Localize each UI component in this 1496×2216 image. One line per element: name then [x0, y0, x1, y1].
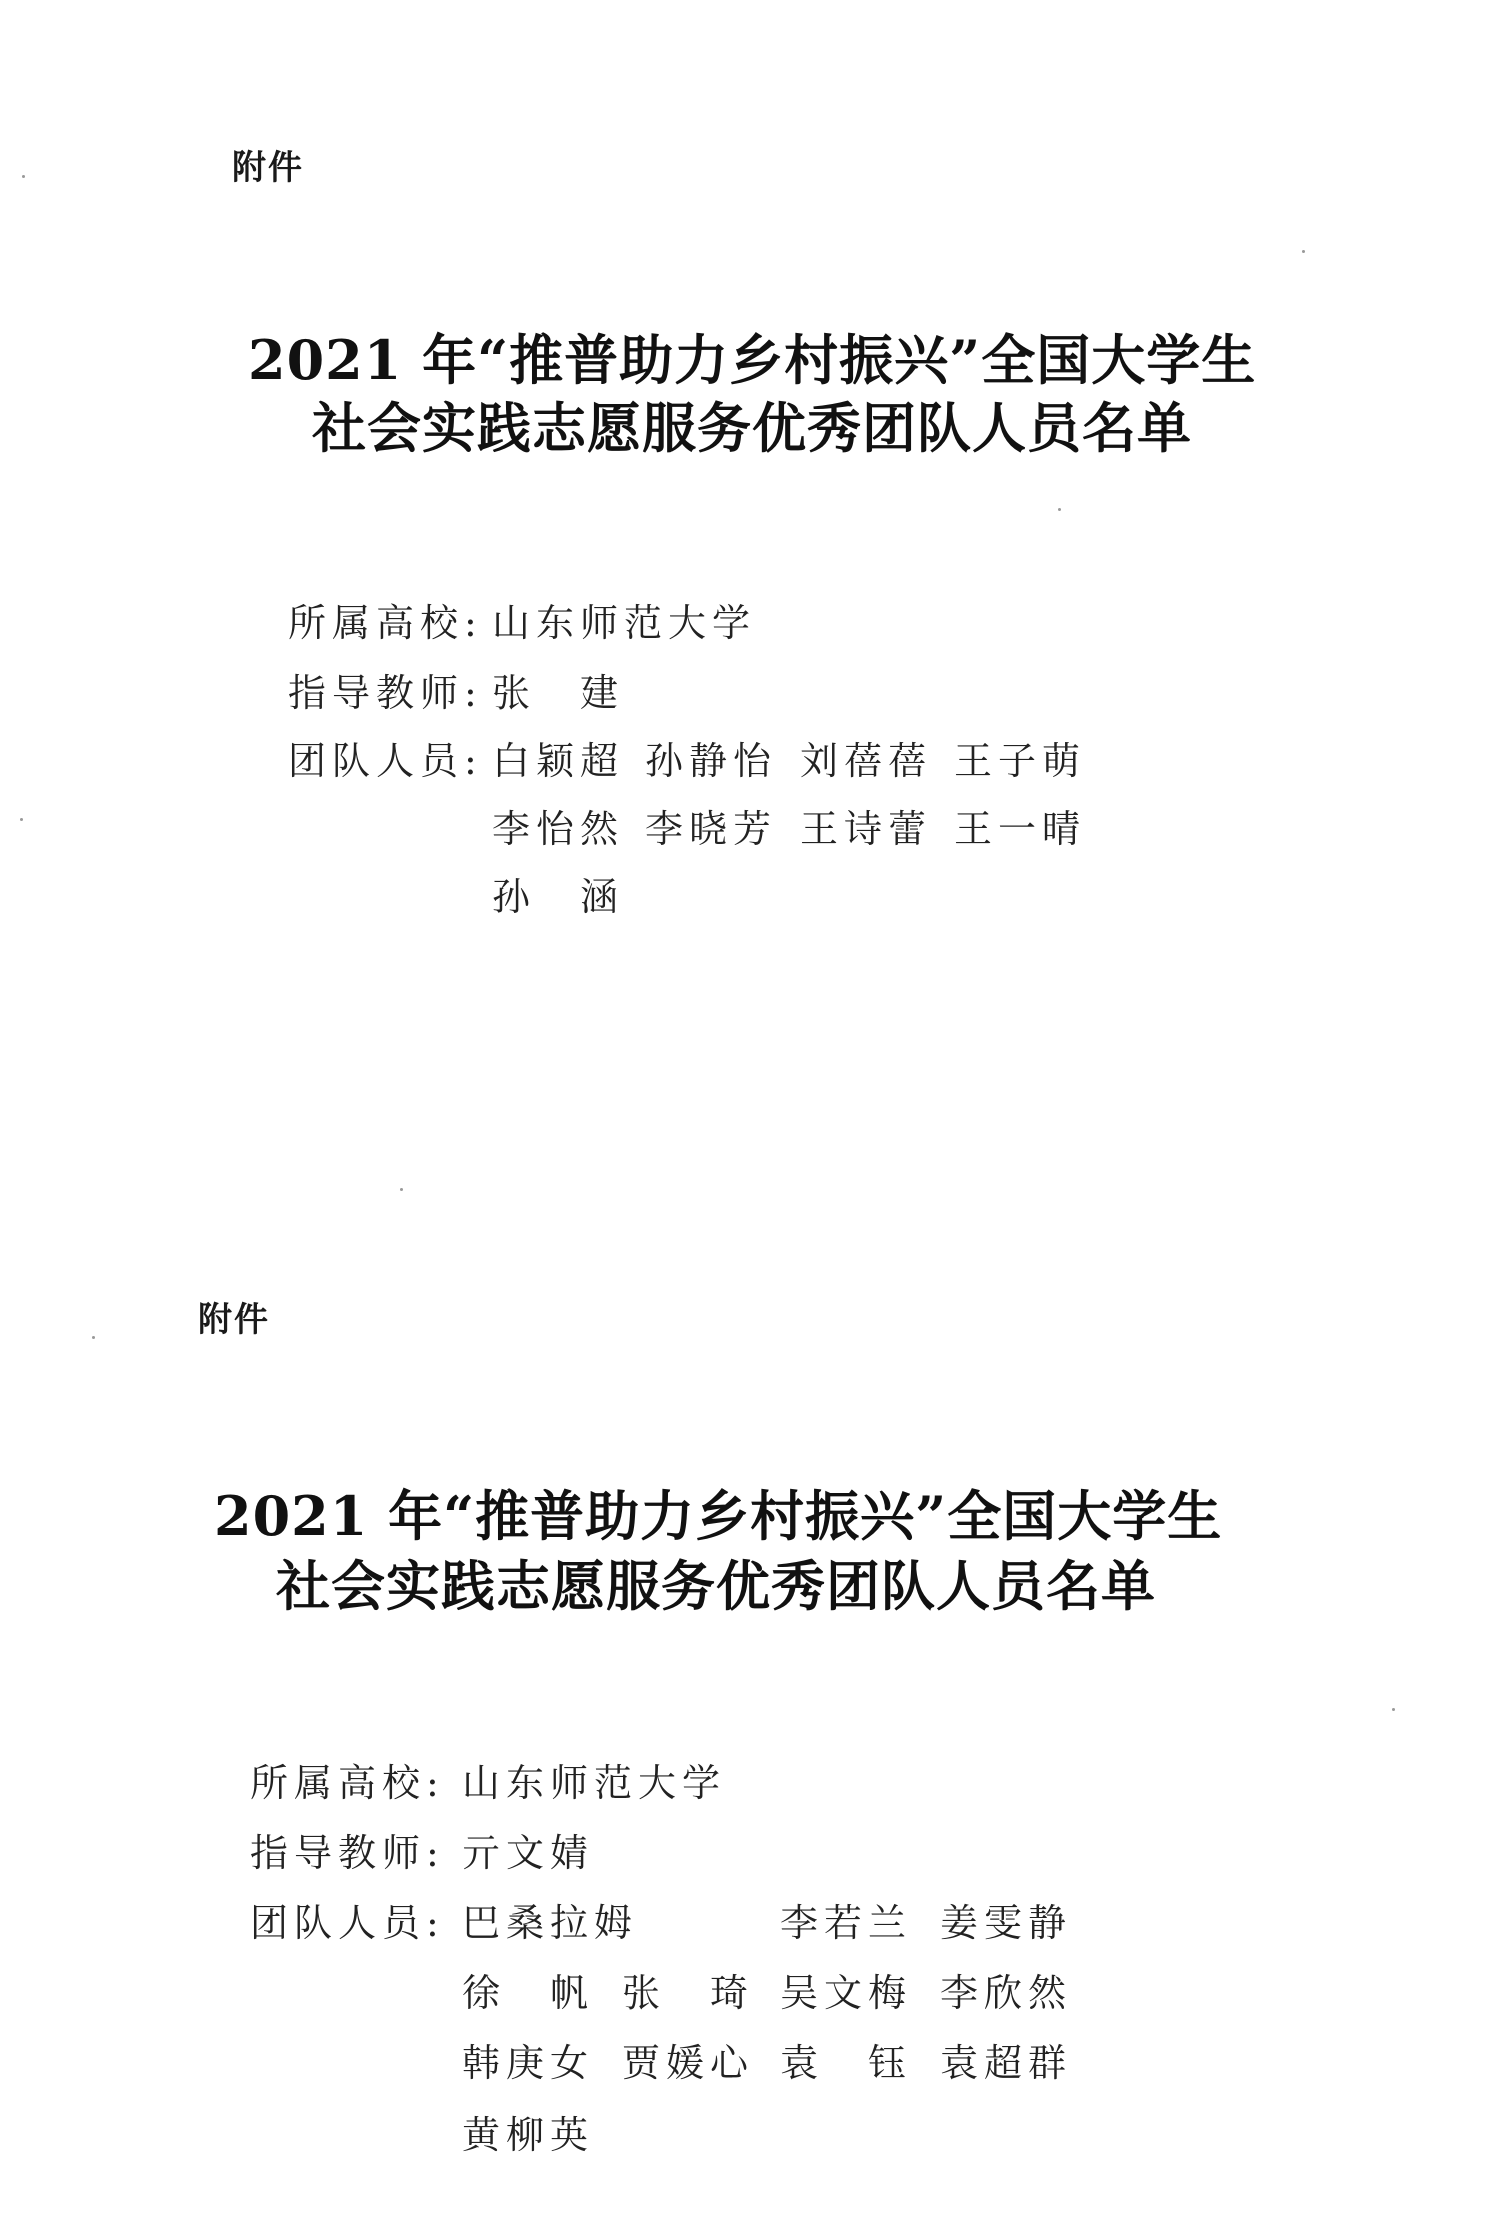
attachment-label: 附件: [198, 1300, 270, 1340]
member-name: 李欣然: [940, 1971, 1073, 2015]
member-name: 孙 涵: [492, 875, 625, 919]
advisor-value: 张 建: [492, 671, 625, 715]
scan-speck: [1302, 250, 1305, 253]
scan-speck: [22, 175, 25, 178]
scan-speck: [400, 1188, 403, 1191]
member-name: 李晓芳: [645, 807, 778, 851]
title-line-1: 2021 年“推普助力乡村振兴”全国大学生: [248, 328, 1257, 392]
member-name: 王一晴: [954, 807, 1087, 851]
members-label: 团队人员:: [250, 1901, 445, 1945]
member-name: 王子萌: [954, 739, 1087, 783]
member-name: 李若兰: [780, 1901, 913, 1945]
school-value: 山东师范大学: [462, 1761, 727, 1805]
advisor-label: 指导教师:: [250, 1831, 445, 1875]
member-name: 徐 帆: [462, 1971, 595, 2015]
member-name: 姜雯静: [940, 1901, 1073, 1945]
attachment-label: 附件: [232, 148, 304, 188]
members-label: 团队人员:: [288, 739, 483, 783]
title-line-2: 社会实践志愿服务优秀团队人员名单: [276, 1554, 1156, 1618]
member-name: 韩庚女: [462, 2041, 595, 2085]
school-value: 山东师范大学: [492, 601, 757, 645]
member-name: 贾媛心: [622, 2041, 755, 2085]
member-name: 孙静怡: [645, 739, 778, 783]
member-name: 王诗蕾: [800, 807, 933, 851]
member-name: 袁超群: [940, 2041, 1073, 2085]
scan-speck: [1392, 1708, 1395, 1711]
title-line-2: 社会实践志愿服务优秀团队人员名单: [312, 396, 1192, 460]
scan-speck: [92, 1336, 95, 1339]
member-name: 吴文梅: [780, 1971, 913, 2015]
advisor-value: 亓文婧: [462, 1831, 595, 1875]
member-name: 黄柳英: [462, 2113, 595, 2157]
member-name: 巴桑拉姆: [462, 1901, 639, 1945]
member-name: 袁 钰: [780, 2041, 913, 2085]
school-label: 所属高校:: [288, 601, 483, 645]
scan-speck: [20, 818, 23, 821]
advisor-label: 指导教师:: [288, 671, 483, 715]
school-label: 所属高校:: [250, 1761, 445, 1805]
member-name: 李怡然: [492, 807, 625, 851]
member-name: 白颖超: [492, 739, 625, 783]
member-name: 刘蓓蓓: [800, 739, 933, 783]
title-line-1: 2021 年“推普助力乡村振兴”全国大学生: [214, 1484, 1223, 1548]
scan-speck: [1058, 508, 1061, 511]
member-name: 张 琦: [622, 1971, 755, 2015]
